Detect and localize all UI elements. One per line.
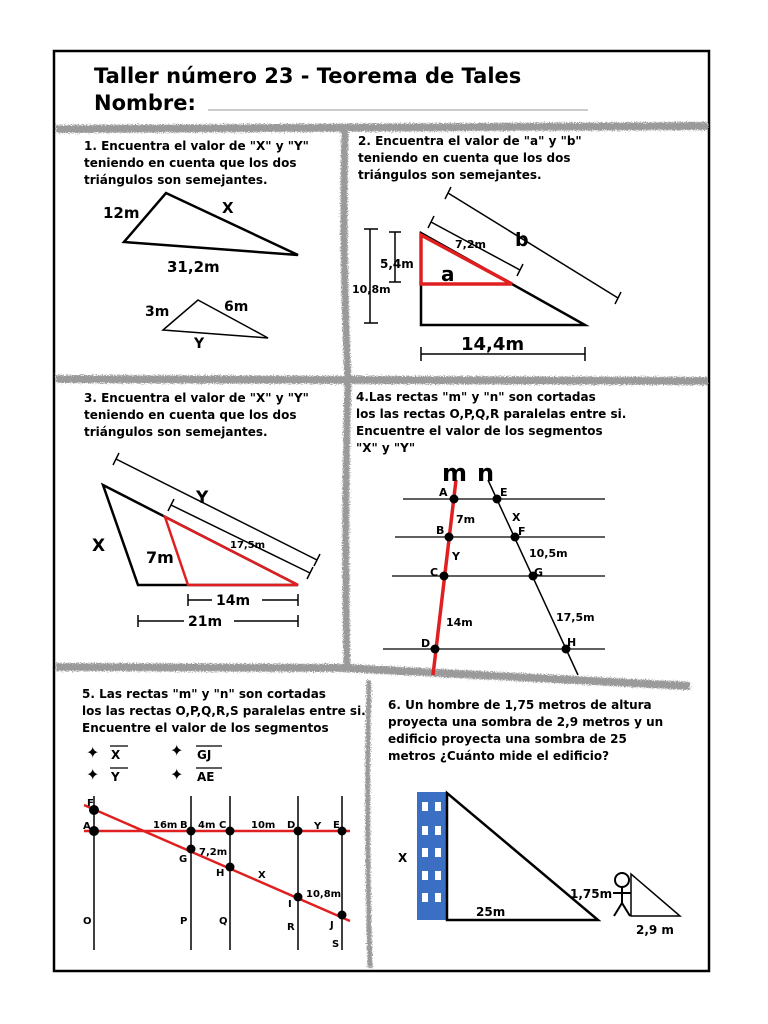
q4-line: "X" y "Y" <box>356 441 416 455</box>
q2-line: teniendo en cuenta que los dos <box>358 151 571 165</box>
q4-point-g: G <box>534 566 544 579</box>
q5-line: Encuentre el valor de los segmentos <box>82 721 329 735</box>
q6-shadow-triangle-small <box>631 874 680 916</box>
q5-label-16m: 16m <box>153 820 178 831</box>
q3-label-x: X <box>92 536 106 556</box>
q5-seg-x: X <box>111 748 121 762</box>
q5-point-e: E <box>333 820 340 831</box>
q1-label-6m: 6m <box>224 299 249 315</box>
q2-line: triángulos son semejantes. <box>358 168 542 182</box>
q2-label-5-4m: 5,4m <box>380 257 414 271</box>
q1-line: triángulos son semejantes. <box>84 173 268 187</box>
q1-line: 1. Encuentra el valor de "X" y "Y" <box>84 139 309 153</box>
q2-line: 2. Encuentra el valor de "a" y "b" <box>358 134 582 148</box>
q4-label-14m: 14m <box>446 616 473 629</box>
q5-line-o: O <box>83 916 92 927</box>
building-icon <box>417 792 447 920</box>
q6-line: edificio proyecta una sombra de 25 <box>388 732 627 746</box>
q6-line: 6. Un hombre de 1,75 metros de altura <box>388 698 652 712</box>
q4-label-m: m <box>442 459 468 487</box>
q4-label-10-5m: 10,5m <box>529 547 568 560</box>
q5-label-x: X <box>258 870 266 881</box>
q5-line: 5. Las rectas "m" y "n" son cortadas <box>82 687 326 701</box>
q3-label-14m: 14m <box>216 593 251 609</box>
q2-label-b: b <box>515 229 529 251</box>
q2-label-7-2m: 7,2m <box>455 238 486 251</box>
q4-point-h: H <box>567 636 577 649</box>
q5-seg-ae: AE <box>197 770 215 784</box>
q3-triangle-red <box>165 517 298 585</box>
name-label: Nombre: <box>94 91 196 115</box>
q6-label-1-75m: 1,75m <box>570 887 613 901</box>
grey-dividers <box>56 126 708 968</box>
q1-label-3m: 3m <box>145 304 170 320</box>
q5-point-a: A <box>83 821 91 832</box>
q2-label-14-4m: 14,4m <box>461 334 525 355</box>
q5-seg-y: Y <box>111 770 120 784</box>
q4-point-d: D <box>421 637 431 650</box>
q2-statement <box>358 133 582 184</box>
q5-label-10-8m: 10,8m <box>306 889 342 900</box>
q4-figures <box>383 459 605 675</box>
q5-line-r: R <box>287 922 295 933</box>
q3-label-y: Y <box>196 488 209 508</box>
q5-point-b: B <box>180 820 188 831</box>
q4-line: 4.Las rectas "m" y "n" son cortadas <box>356 390 596 404</box>
q4-point-e: E <box>500 486 508 499</box>
q3-label-7m: 7m <box>146 548 174 567</box>
q3-label-17-5m: 17,5m <box>230 540 266 551</box>
q5-segment-list <box>86 741 222 784</box>
q5-point-d: D <box>287 820 296 831</box>
q6-label-25m: 25m <box>476 905 506 919</box>
q4-statement <box>356 389 626 457</box>
q4-point-f: F <box>518 525 526 538</box>
q5-point-f: F <box>87 798 94 809</box>
q4-line: Encuentre el valor de los segmentos <box>356 424 603 438</box>
q1-triangle-small <box>163 300 268 338</box>
stick-figure-icon <box>613 873 631 916</box>
q3-figures <box>92 453 320 630</box>
q4-label-n: n <box>477 459 495 487</box>
q1-figures <box>103 193 298 352</box>
q5-label-4m: 4m <box>198 820 216 831</box>
q5-label-y: Y <box>314 821 322 832</box>
q3-line: teniendo en cuenta que los dos <box>84 408 297 422</box>
q4-point-b: B <box>436 524 445 537</box>
q5-point-j: J <box>330 920 334 931</box>
q4-label-x: X <box>512 511 521 524</box>
q5-star-1: ✦ <box>86 743 100 762</box>
q2-label-10-8m: 10,8m <box>352 283 391 296</box>
q1-label-y: Y <box>194 336 205 352</box>
q1-line: teniendo en cuenta que los dos <box>84 156 297 170</box>
q5-figures <box>83 741 350 950</box>
q5-line-q: Q <box>219 916 228 927</box>
q4-point-c: C <box>430 566 439 579</box>
q5-point-c: C <box>219 820 227 831</box>
q5-line-s: S <box>332 939 340 950</box>
q1-label-x: X <box>222 199 234 217</box>
q5-line: los las rectas O,P,Q,R,S paralelas entre si. <box>82 704 366 718</box>
q1-label-12m: 12m <box>103 204 140 222</box>
q5-point-i: I <box>288 899 292 910</box>
q5-star-4: ✦ <box>170 765 184 784</box>
q6-figures <box>398 792 680 937</box>
q4-label-7m: 7m <box>456 513 476 526</box>
q1-triangle-large <box>124 193 298 255</box>
q3-statement <box>84 390 309 441</box>
q4-point-a: A <box>439 486 448 499</box>
q6-line: proyecta una sombra de 2,9 metros y un <box>388 715 664 729</box>
q1-statement <box>84 138 309 189</box>
page-title: Taller número 23 - Teorema de Tales <box>94 64 522 88</box>
q5-line-p: P <box>180 916 188 927</box>
q2-figures <box>352 187 621 361</box>
q5-point-h: H <box>216 868 225 879</box>
q5-star-3: ✦ <box>170 741 184 760</box>
q6-statement <box>388 697 663 765</box>
q3-line: triángulos son semejantes. <box>84 425 268 439</box>
q5-label-10m: 10m <box>251 820 276 831</box>
q1-label-31-2m: 31,2m <box>167 258 220 276</box>
q3-line: 3. Encuentra el valor de "X" y "Y" <box>84 391 309 405</box>
q5-point-g: G <box>179 854 188 865</box>
q5-seg-gj: GJ <box>197 748 212 762</box>
q5-label-7-2m: 7,2m <box>199 847 228 858</box>
q4-line: los las rectas O,P,Q,R paralelas entre si. <box>356 407 627 421</box>
q6-label-2-9m: 2,9 m <box>636 923 674 937</box>
q6-label-x: X <box>398 851 408 865</box>
q4-label-17-5m: 17,5m <box>556 611 595 624</box>
q4-label-y: Y <box>452 550 460 563</box>
q6-line: metros ¿Cuánto mide el edificio? <box>388 749 610 763</box>
q5-star-2: ✦ <box>86 765 100 784</box>
q2-label-a: a <box>441 262 455 286</box>
q3-label-21m: 21m <box>188 614 223 630</box>
q5-statement <box>82 686 366 737</box>
